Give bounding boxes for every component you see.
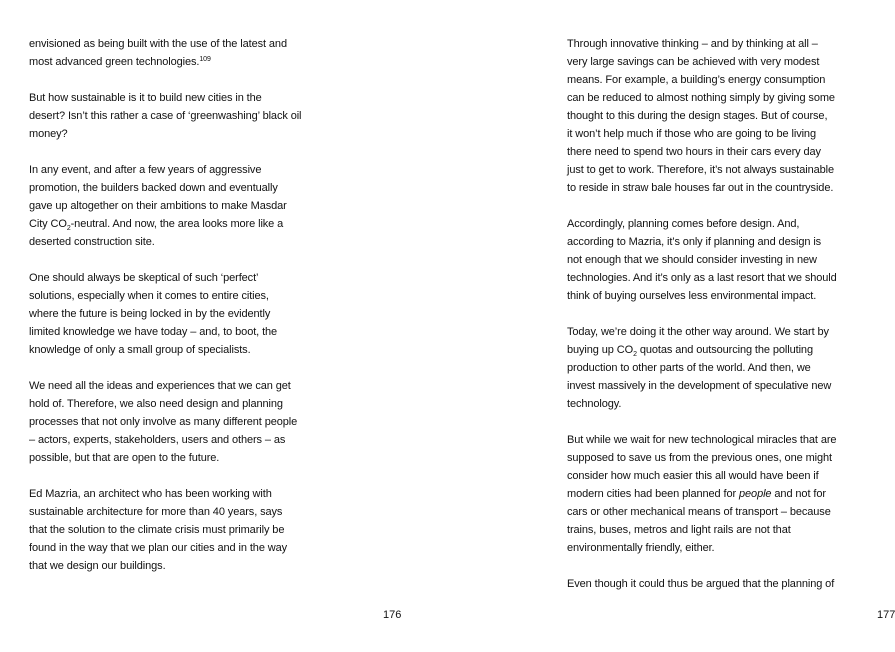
text-line: according to Mazria, it’s only if planning and design is [567,236,822,248]
text-line: envisioned as being built with the use of the latest and [29,38,287,50]
text-line: there need to spend two hours in their cars every day [567,146,821,158]
text-line: to reside in straw bale houses far out in the countryside. [567,182,834,194]
paragraph [29,269,299,359]
text-line: limited knowledge we have today – and, to boot, the [29,326,278,338]
text-line: that the solution to the climate crisis must primarily be [29,524,285,536]
paragraph [29,485,299,575]
paragraph [29,161,299,251]
emphasis: people [739,488,772,500]
text-line: not enough that we should consider investing in new [567,254,817,266]
text-line: possible, but that are open to the future. [29,452,220,464]
text-line: cars or other mechanical means of transport – because [567,506,831,518]
text-line: production to other parts of the world. And then, we [567,362,811,374]
text-line [567,341,839,359]
text-line: hold of. Therefore, we also need design and planning [29,398,283,410]
text-line: consider how much easier this all would have been if [567,470,819,482]
text-line: can be reduced to almost nothing simply by giving some [567,92,835,104]
paragraph [567,35,839,197]
paragraph [29,89,302,143]
text-line [29,53,299,71]
text-line: Through innovative thinking – and by thinking at all – [567,38,818,50]
text-line: deserted construction site. [29,236,155,248]
line-text: most advanced green technologies. [29,56,200,68]
paragraph [567,431,839,557]
text-line: means. For example, a building’s energy consumption [567,74,826,86]
text-line: But how sustainable is it to build new cities in the [29,92,262,104]
line-text: buying up CO [567,344,634,356]
text-line: found in the way that we plan our cities and in the way [29,542,288,554]
text-line: technologies. And it’s only as a last resort that we should [567,272,837,284]
line-text: modern cities had been planned for [567,488,740,500]
text-line [567,485,839,503]
text-line: thought to this during the design stages. But of course, [567,110,828,122]
text-line: that we design our buildings. [29,560,166,572]
text-line: processes that not only involve as many different people [29,416,298,428]
text-line: Accordingly, planning comes before design. And, [567,218,800,230]
right-page-text [567,35,839,593]
subscript: 2 [633,351,637,358]
paragraph [567,323,839,413]
text-line: knowledge of only a small group of specialists. [29,344,251,356]
text-line: gave up altogether on their ambitions to make Masdar [29,200,287,212]
text-line: technology. [567,398,622,410]
text-line: promotion, the builders backed down and eventually [29,182,278,194]
text-line: very large savings can be achieved with very modest [567,56,820,68]
page-number: 176 [383,609,402,621]
text-line: One should always be skeptical of such ‘perfect’ [29,272,259,284]
footnote-reference[interactable]: 109 [199,56,211,63]
text-line: where the future is being locked in by the evidently [29,308,271,320]
text-line: it won’t help much if those who are going to be living [567,128,816,140]
right-page [425,0,895,652]
text-line [29,215,299,233]
text-line: money? [29,128,68,140]
text-line: solutions, especially when it comes to entire cities, [29,290,269,302]
text-line: environmentally friendly, either. [567,542,715,554]
left-page-text [29,35,302,575]
left-page [0,0,425,652]
text-line: But while we wait for new technological miracles that are [567,434,837,446]
subscript: 2 [66,225,71,232]
paragraph [567,575,839,593]
text-line: desert? Isn’t this rather a case of ‘greenwashing’ black oil [29,110,302,122]
text-line: In any event, and after a few years of aggressive [29,164,262,176]
text-line: Ed Mazria, an architect who has been working with [29,488,272,500]
paragraph [29,377,299,467]
text-line: trains, buses, metros and light rails are not that [567,524,791,536]
paragraph [29,35,299,71]
line-text: -neutral. And now, the area looks more like a [70,218,284,230]
line-text: quotas and outsourcing the polluting [636,344,813,356]
text-line: Even though it could thus be argued that the planning of [567,578,835,590]
text-line: – actors, experts, stakeholders, users and others – as [29,434,286,446]
text-line: just to get to work. Therefore, it’s not always sustainable [567,164,835,176]
text-line: We need all the ideas and experiences that we can get [29,380,291,392]
text-line: invest massively in the development of speculative new [567,380,832,392]
text-line: supposed to save us from the previous ones, one might [567,452,832,464]
text-line: sustainable architecture for more than 40 years, says [29,506,283,518]
line-text: and not for [771,488,826,500]
paragraph [567,215,839,305]
text-line: Today, we’re doing it the other way around. We start by [567,326,829,338]
text-line: think of buying ourselves less environmental impact. [567,290,817,302]
line-text: City CO [29,218,67,230]
page-number: 177 [877,609,895,621]
